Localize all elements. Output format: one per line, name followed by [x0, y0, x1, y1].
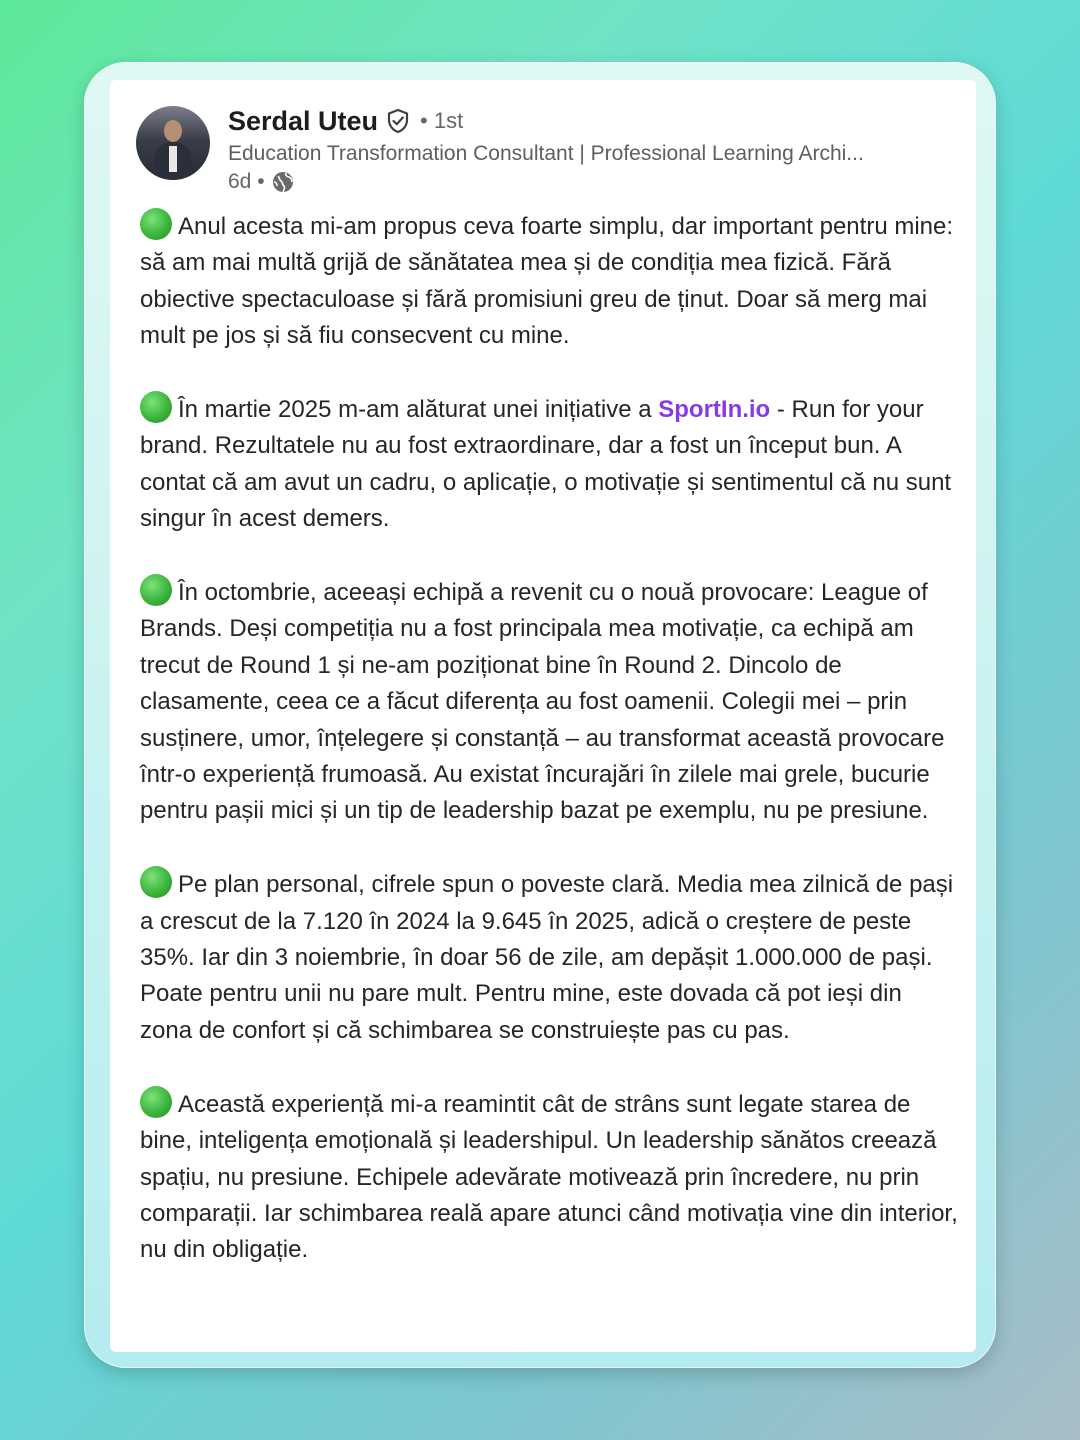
- author-name-row: [228, 104, 463, 138]
- post-body: [140, 208, 960, 1305]
- avatar[interactable]: [136, 106, 210, 180]
- post-meta: [228, 170, 295, 194]
- verified-shield-icon: [386, 108, 410, 134]
- green-circle-emoji-icon: [140, 1086, 172, 1118]
- green-circle-emoji-icon: [140, 391, 172, 423]
- linkedin-post-card: [110, 80, 976, 1352]
- post-paragraph-1: [140, 208, 960, 355]
- post-header: [136, 104, 956, 204]
- avatar-figure-head: [164, 120, 182, 142]
- globe-icon: [271, 170, 295, 194]
- post-time: 6d •: [228, 170, 265, 193]
- post-paragraph-5: [140, 1086, 960, 1269]
- author-name[interactable]: Serdal Uteu: [228, 105, 379, 136]
- author-headline: Education Transformation Consultant | Professional Learning Archi...: [228, 142, 864, 165]
- green-circle-emoji-icon: [140, 866, 172, 898]
- paragraph-text: În octombrie, aceeași echipă a revenit cu o nouă provocare: League of Brands. Deși competiția nu a fost principala mea motivație, ca echipă am trecut de Round 1 și ne-am poziționat bine în Round 2. Dincolo de clasamente, ceea ce a făcut diferența au fost oamenii. Colegii mei – prin susținere, umor, înțelegere și constanță – au transformat această provocare într-o experiență frumoasă. Au existat încurajări în zilele mai grele, bucurie pentru pașii mici și un tip de leadership bazat pe exemplu, nu pe presiune.: [140, 579, 945, 825]
- connection-degree: • 1st: [420, 108, 464, 133]
- post-paragraph-4: [140, 866, 960, 1049]
- sportin-link[interactable]: SportIn.io: [658, 396, 771, 424]
- post-paragraph-2: [140, 391, 960, 538]
- paragraph-text: Anul acesta mi-am propus ceva foarte simplu, dar important pentru mine: să am mai multă grijă de sănătatea mea și de condiția mea fizică. Fără obiective spectaculoase și fără promisiuni greu de ținut. Doar să merg mai mult pe jos și să fiu consecvent cu mine.: [140, 213, 954, 350]
- paragraph-text: Pe plan personal, cifrele spun o poveste clară. Media mea zilnică de pași a crescut de la 7.120 în 2024 la 9.645 în 2025, adică o creștere de peste 35%. Iar din 3 noiembrie, în doar 56 de zile, am depășit 1.000.000 de pași. Poate pentru unii nu pare mult. Pentru mine, este dovada că pot ieși din zona de confort și că schimbarea se construiește pas cu pas.: [140, 871, 954, 1044]
- green-circle-emoji-icon: [140, 208, 172, 240]
- paragraph-text: - Run for your brand. Rezultatele nu au fost extraordinare, dar a fost un început bun. A contat că am avut un cadru, o aplicație, o motivație și sentimentul că nu sunt singur în acest demers.: [140, 396, 952, 533]
- post-paragraph-3: [140, 574, 960, 830]
- avatar-figure-shirt: [169, 146, 177, 172]
- paragraph-text: În martie 2025 m-am alăturat unei inițiative a: [178, 396, 659, 424]
- paragraph-text: Această experiență mi-a reamintit cât de strâns sunt legate starea de bine, inteligența emoțională și leadershipul. Un leadership sănătos creează spațiu, nu presiune. Echipele adevărate motivează prin încredere, nu prin comparații. Iar schimbarea reală apare atunci când motivația vine din interior, nu din obligație.: [140, 1090, 958, 1264]
- green-circle-emoji-icon: [140, 574, 172, 606]
